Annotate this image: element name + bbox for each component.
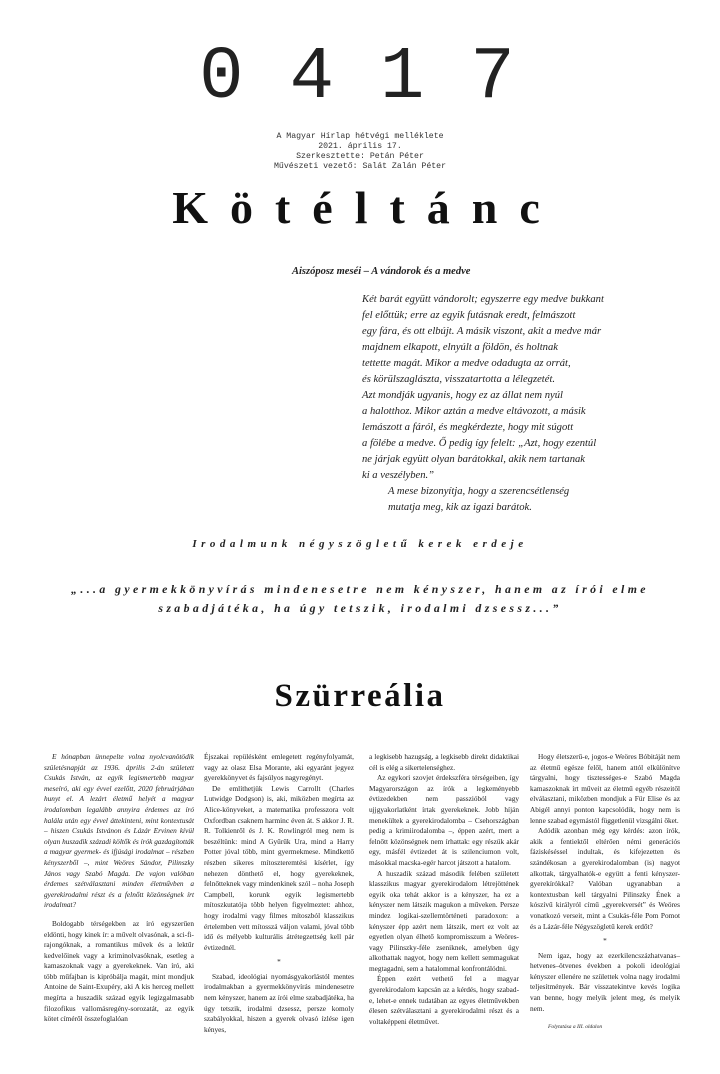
article-paragraph: Éppen ezért vethető fel a magyar gyerekirodalom kapcsán az a kérdés, hogy szabad-e, lehet-e ennek tudatában az egyes életművekben élesen szétválasztani a gyerekirodalmi részt és a voltaképpeni életművet. [369,974,519,1026]
masthead-publication: A Magyar Hírlap hétvégi melléklete [276,132,444,141]
article-paragraph: Szabad, ideológiai nyomásgyakorlástól mentes irodalmakban a gyermekkönyvírás mindenesetre nem kényszer, hanem az írói elme szabadjátéka, ha úgy tetszik, irodalmi dzsessz, persze komoly szabályokkal, hiszen a gyerek olvasó ízlése igen kényes, [204,971,354,1034]
main-title: Kötéltánc [172,182,562,233]
fable-line: Azt mondják ugyanis, hogy ez az állat nem nyúl [362,390,563,401]
article-body [44,752,680,1042]
fable-line: és körülszaglászta, visszatartotta a lélegzetét. [362,374,556,385]
article-paragraph: Az egykori szovjet érdekszféra térségeiben, így Magyarországon az írók a legkeményebb évtizedekben nem passzióból vagy ujjgyakorlatként írtak gyerekeknek. Jobb híján menekültek a gyerekirodalomba – Csehországban pedig a krimiirodalomba –, éppen azért, mert a felnőtt közönségnek nem írhattak: egy részük akár egy, másfél évtizedet át is szilenciumon volt, másokkal macska-egér harcot játszott a hatalom. [369,773,519,867]
article-paragraph: Hogy életszerű-e, jogos-e Weöres Bóbitáját nem az életmű egésze felől, hanem attól elkülönítve tárgyalni, hogy tisztességes-e Szabó Magda kamaszoknak írt műveit az életmű egyéb részeitől elválasztani, miközben mondjuk a Für Elise és az Abigél annyi ponton kapcsolódik, hogy nem is lenne szabad egymástól függetlenül vizsgálni őket. [530,752,680,825]
article-paragraph: Adódik azonban még egy kérdés: azon írók, akik a fentiektől eltérően némi generációs fáziskéséssel indultak, és kifejezetten és szándékosan a gyerekirodalomban (is) nagyot alkottak, tárgyalhatók-e együtt a fenti kényszer-gyerekírókkal? Valóban ugyanabban a kontextusban kell tárgyalni Pilinszky Ének a kószívű királyról című „gyerekversét” és Weöres vonatkozó verseit, mint a Csukás-féle Pom Pomot és a Lázár-féle Négyszögletű kerek erdőt? [530,826,680,931]
fable-line: egy fára, és ott elbújt. A másik viszont, akit a medve már [362,326,602,337]
article-paragraph: De említhetjük Lewis Carrollt (Charles Lutwidge Dodgson) is, aki, miközben megírta az Alice-könyveket, a matematika professzora volt Oxfordban csaknem harminc éven át. S akkor J. R. R. Tolkienről és J. K. Rowlingról meg nem is beszéltünk: mind A Gyűrűk Ura, mind a Harry Potter jóval több, mint gyermekmese. Mindkettő részben sikeres mítoszteremtési kísérlet, így nehezen dönthető el, hogy gyerekeknek, felnőtteknek vagy mindenkinek szól – noha Joseph Campbell, korunk egyik legismertebb mítoszkutatója több helyen figyelmeztet: ahhoz, hogy irodalmi vagy filmes mítoszból klasszikus értelemben vett mítosszá váljon valami, jóval több idő és mélyebb kulturális átrétegzettség kell pár évtizednél. [204,783,354,952]
article-column [369,752,519,1027]
article-column [204,752,354,1035]
issue-number: 0417 [199,36,561,120]
section-divider: * [277,957,281,967]
fable-line: a fölébe a medve. Ő pedig így felelt: „Azt, hogy ezentúl [362,438,597,449]
article-column [530,752,680,1033]
masthead-editor: Szerkesztette: Petán Péter [296,152,424,161]
section-heading: Irodalmunk négyszögletű kerek erdeje [192,538,528,550]
article-lead: E hónapban ünnepelte volna nyolcvanötödik születésnapját az 1936. április 2-án született Csukás István, az egyik legismertebb magyar meseíró, aki egy évvel ezelőtt, 2020 februárjában hunyt el. A lezárt életmű helyét a magyar irodalomban legalább annyira érdemes az író halála után egy évvel áttekinteni, mint kontextusát – hiszen Csukás Istvánon és Lázár Ervinen kívül olyan huszadik századi költők és írók gazdagították a magyar gyermek- és ifjúsági irodalmat – részben kényszerből –, mint Weöres Sándor, Pilinszky János vagy Szabó Magda. De vajon valóban érdemes szétválasztani minden életművben a gyerekirodalmi részt és a felnőtt közönségnek írt irodalmat? [44,752,194,910]
article-paragraph: A huszadik század második felében született klasszikus magyar gyerekirodalom létrejöttének egyik oka tehát akkor is a kényszer, ha ez a kényszer nem látszik magukon a műveken. Persze mindez logikai-szellemtörténeti paradoxon: a kényszer épp azért nem látszik, mert ez volt az egyetlen olyan élhető kompromisszum a Weöres- vagy Pilinszky-féle zseniknek, amelyben úgy alkothattak nagyot, hogy nem kellett semmagukat megtagadni, sem a hatalommal konfrontálódni. [369,868,519,973]
fable-line: ne járjak együtt olyan barátokkal, akik nem tartanak [362,454,586,465]
article-paragraph: a legkisebb hazugság, a legkisebb direkt didaktikai cél is elég a sikertelenséghez. [369,752,519,772]
fable-line: lemászott a fáról, és megkérdezte, hogy mit súgott [362,422,574,433]
article-paragraph: Nem igaz, hogy az ezerkilencszázhatvanas–hetvenes–ötvenes években a pokoli ideológiai kényszer ellenére ne születtek volna nagy irodalmi teljesítmények. Bár visszatekintve kevés logika van benne, hogy melyik jelent meg, és melyik nem. [530,950,680,1013]
masthead [0,132,720,172]
fable-moral: mutatja meg, kik az igazi barátok. [388,502,532,513]
fable-line: Két barát együtt vándorolt; egyszerre egy medve bukkant [362,294,604,305]
pull-quote [0,580,720,618]
masthead-art-director: Művészeti vezető: Salát Zalán Péter [274,162,446,171]
masthead-date: 2021. április 17. [318,142,402,151]
pull-quote-line: szabadjátéka, ha úgy tetszik, irodalmi dzsessz...” [158,601,562,615]
fable-title: Aiszóposz meséi – A vándorok és a medve [292,266,471,277]
continuation-note: Folytatása a III. oldalon [548,1024,603,1031]
fable-line: majdnem elkapott, elnyúlt a földön, és holtnak [362,342,558,353]
section-divider: * [603,936,607,946]
fable-line: a halotthoz. Mikor aztán a medve eltávozott, a másik [362,406,586,417]
fable-line: fel előttük; erre az egyik futásnak eredt, felmászott [362,310,576,321]
fable-moral: A mese bizonyítja, hogy a szerencsétlenség [388,486,570,497]
fable-line: ki a veszélyben.” [362,470,435,481]
article-paragraph: Éjszakai repülésként emlegetett regényfolyamát, vagy az olasz Elsa Morante, aki egyaránt jegyez gyerekkönyvet és fajsúlyos nagyregényt. [204,752,354,783]
article-column [44,752,194,1025]
fable-line: tettette magát. Mikor a medve odadugta az orrát, [362,358,571,369]
article-paragraph: Boldogabb térségekben az író egyszerűen eldönti, hogy kinek ír: a művelt olvasónak, a sci-fi-rajongóknak, a romantikus művek és a lektűr kedvelőinek vagy a kriminolvasóknak, esetleg a kamaszoknak vagy a gyerekeknek. Van író, aki több műfajban is kipróbálja magát, mint mondjuk Antoine de Saint-Exupéry, aki A kis herceg mellett megírta a huszadik század egyik legizgalmasabb filozofikus vallomásregény-sorozatát, az egyik kötet címéről összefoglalóan [44,918,194,1024]
pull-quote-line: „...a gyermekkönyvírás mindenesetre nem kényszer, hanem az írói elme [71,582,649,596]
article-title: Szürreália [274,678,446,714]
fable-text [362,292,652,516]
